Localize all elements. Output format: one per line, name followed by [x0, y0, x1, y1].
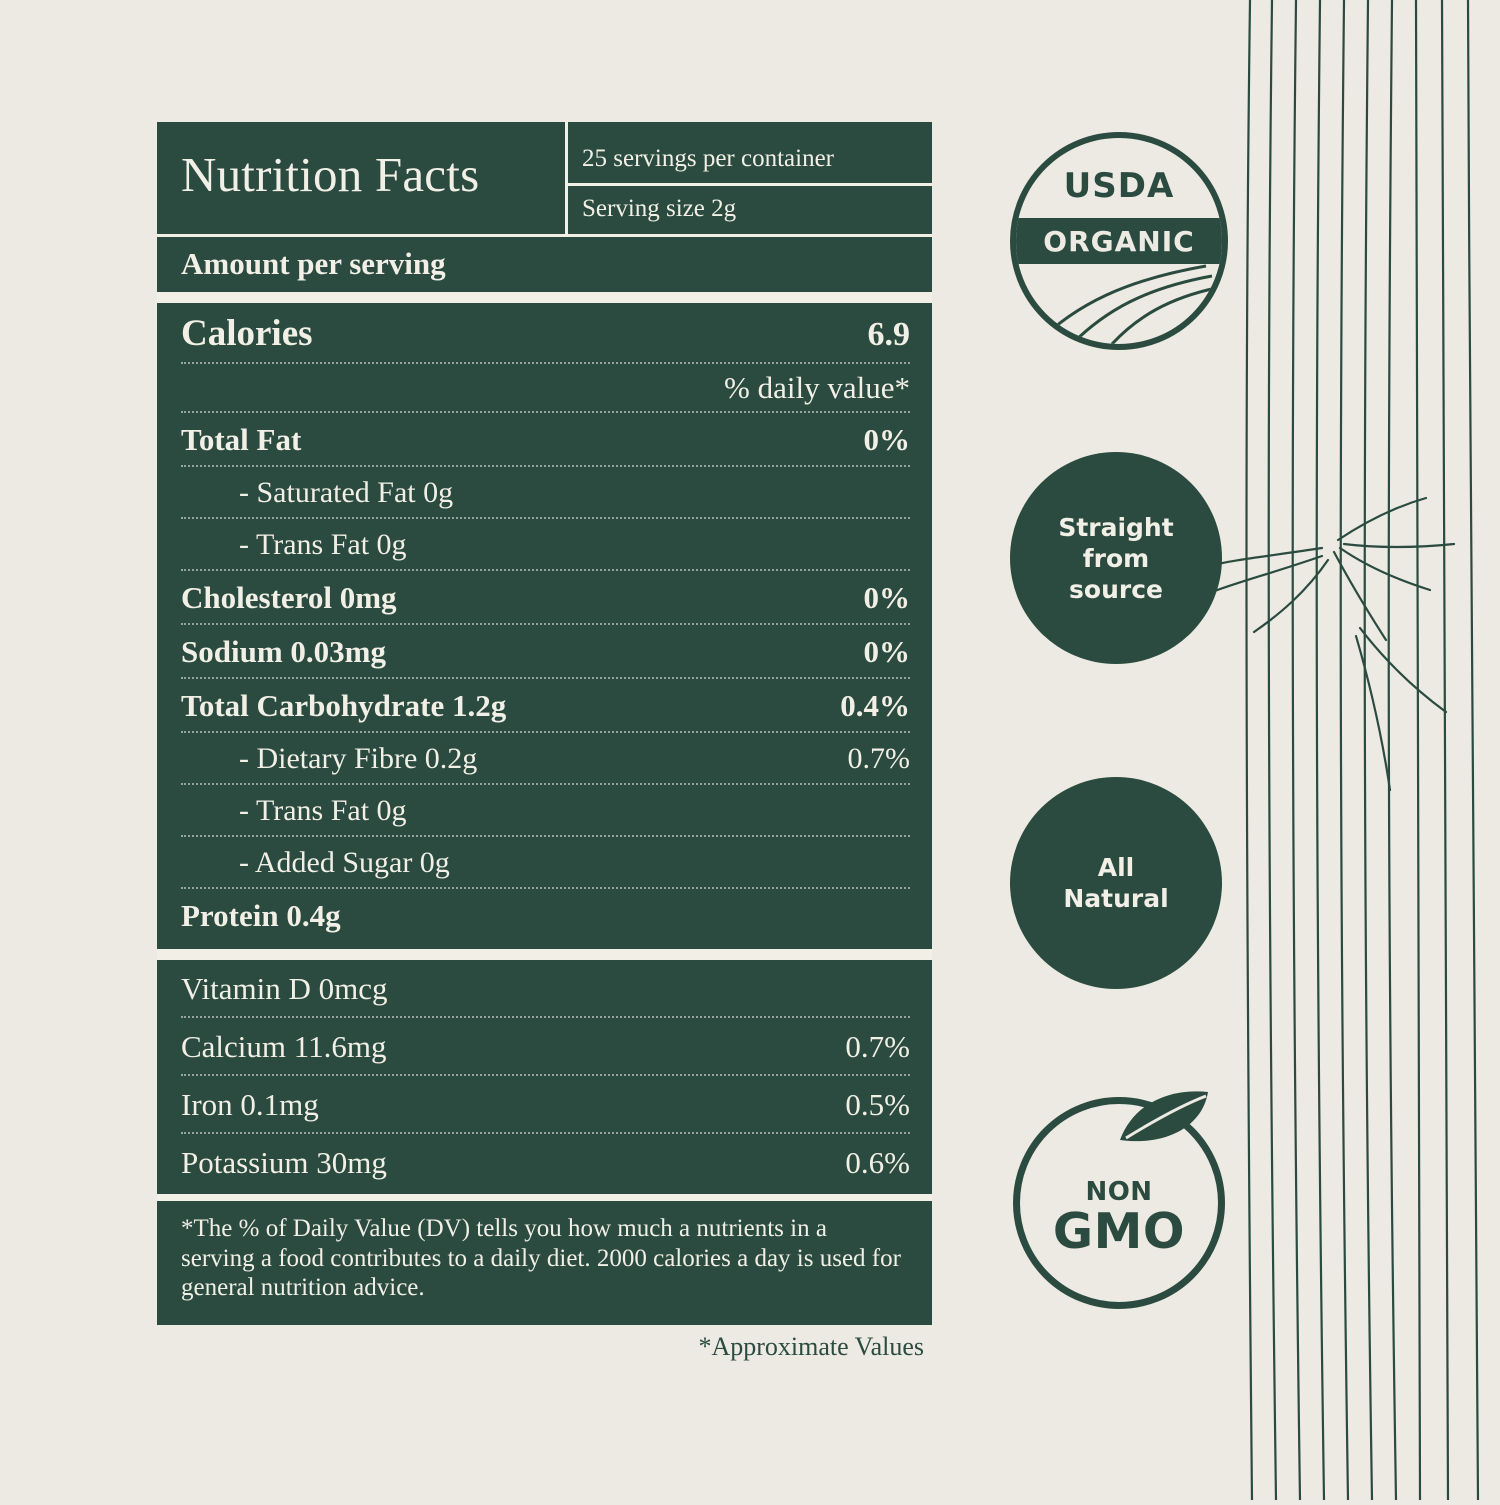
nutrient-value: 0.6% [845, 1145, 910, 1180]
nutrient-label: Calcium 11.6mg [181, 1029, 387, 1064]
table-row [181, 889, 910, 941]
nutrient-label: - Trans Fat 0g [239, 794, 407, 827]
badge-all-natural [1005, 777, 1227, 999]
approximate-values-note: *Approximate Values [698, 1332, 924, 1361]
nutrient-label: Total Fat [181, 422, 302, 457]
table-row [181, 1018, 910, 1076]
nutrient-value: 0.5% [845, 1087, 910, 1122]
straight-from-source-icon [1010, 452, 1222, 664]
amount-per-serving-header: Amount per serving [157, 234, 932, 303]
nutrient-label: - Added Sugar 0g [239, 846, 450, 879]
usda-label: USDA [1063, 166, 1175, 206]
section-divider [157, 949, 932, 960]
nutrient-label: - Trans Fat 0g [239, 528, 407, 561]
leaf-icon [1116, 1088, 1212, 1151]
nutrient-value: 0.4% [840, 688, 910, 723]
daily-value-header: % daily value* [724, 370, 910, 405]
table-row [181, 1134, 910, 1190]
nutrient-label: - Saturated Fat 0g [239, 476, 454, 509]
serving-info [565, 122, 932, 234]
badge-line-2: Natural [1063, 884, 1169, 913]
nutrient-label: Vitamin D 0mcg [181, 971, 388, 1006]
non-gmo-icon [1013, 1097, 1225, 1309]
table-row [181, 571, 910, 625]
micronutrient-rows [157, 960, 932, 1190]
table-row [181, 960, 910, 1018]
nutrient-label: Sodium 0.03mg [181, 634, 386, 669]
panel-header [157, 122, 932, 234]
nutrient-value: 0.7% [847, 742, 910, 775]
all-natural-icon [1010, 777, 1222, 989]
table-row-calories [181, 303, 910, 364]
table-row [181, 519, 910, 571]
nutrient-value: 0.7% [845, 1029, 910, 1064]
table-row [181, 413, 910, 467]
nutrient-label: Potassium 30mg [181, 1145, 387, 1180]
daily-value-footnote: *The % of Daily Value (DV) tells you how much a nutrients in a serving a food contributes to a daily diet. 2000 calories a day is used for general nutrition advice. [181, 1215, 901, 1301]
nutrition-facts-panel [157, 122, 932, 1325]
table-row [181, 467, 910, 519]
nutrient-label: Cholesterol 0mg [181, 580, 397, 615]
serving-size: Serving size 2g [582, 195, 737, 222]
badge-straight-from-source [1005, 452, 1227, 674]
nutrient-value: 0% [863, 580, 910, 615]
badge-line-1: Straight [1058, 512, 1174, 542]
organic-label: ORGANIC [1016, 218, 1222, 264]
nutrient-label: Protein 0.4g [181, 898, 341, 933]
nutrient-label: Iron 0.1mg [181, 1087, 319, 1122]
badge-line-2: from [1082, 543, 1150, 573]
nutrient-value: 0% [863, 634, 910, 669]
table-row [181, 733, 910, 785]
nutrient-label: - Dietary Fibre 0.2g [239, 742, 478, 775]
badge-non-gmo [1005, 1097, 1227, 1319]
table-row [181, 837, 910, 889]
table-row [181, 679, 910, 733]
nutrient-rows [157, 303, 932, 941]
table-row [181, 1076, 910, 1134]
calories-value: 6.9 [867, 316, 910, 353]
nutrient-label: Total Carbohydrate 1.2g [181, 688, 507, 723]
page-title: Nutrition Facts [181, 147, 480, 202]
footnote-divider [157, 1194, 932, 1201]
badge-line-3: source [1069, 574, 1163, 604]
table-row [181, 785, 910, 837]
gmo-label: GMO [1052, 1202, 1186, 1260]
badge-usda-organic [1005, 132, 1227, 354]
field-lines-icon [1016, 264, 1222, 344]
nutrient-value: 0% [863, 422, 910, 457]
non-label: NON [1085, 1176, 1153, 1207]
daily-value-header-row [181, 364, 910, 413]
servings-per-container: 25 servings per container [568, 122, 932, 186]
usda-organic-icon [1010, 132, 1228, 350]
badge-line-1: All [1097, 853, 1135, 882]
calories-label: Calories [181, 313, 313, 354]
grass-illustration [1210, 0, 1500, 1500]
table-row [181, 625, 910, 679]
